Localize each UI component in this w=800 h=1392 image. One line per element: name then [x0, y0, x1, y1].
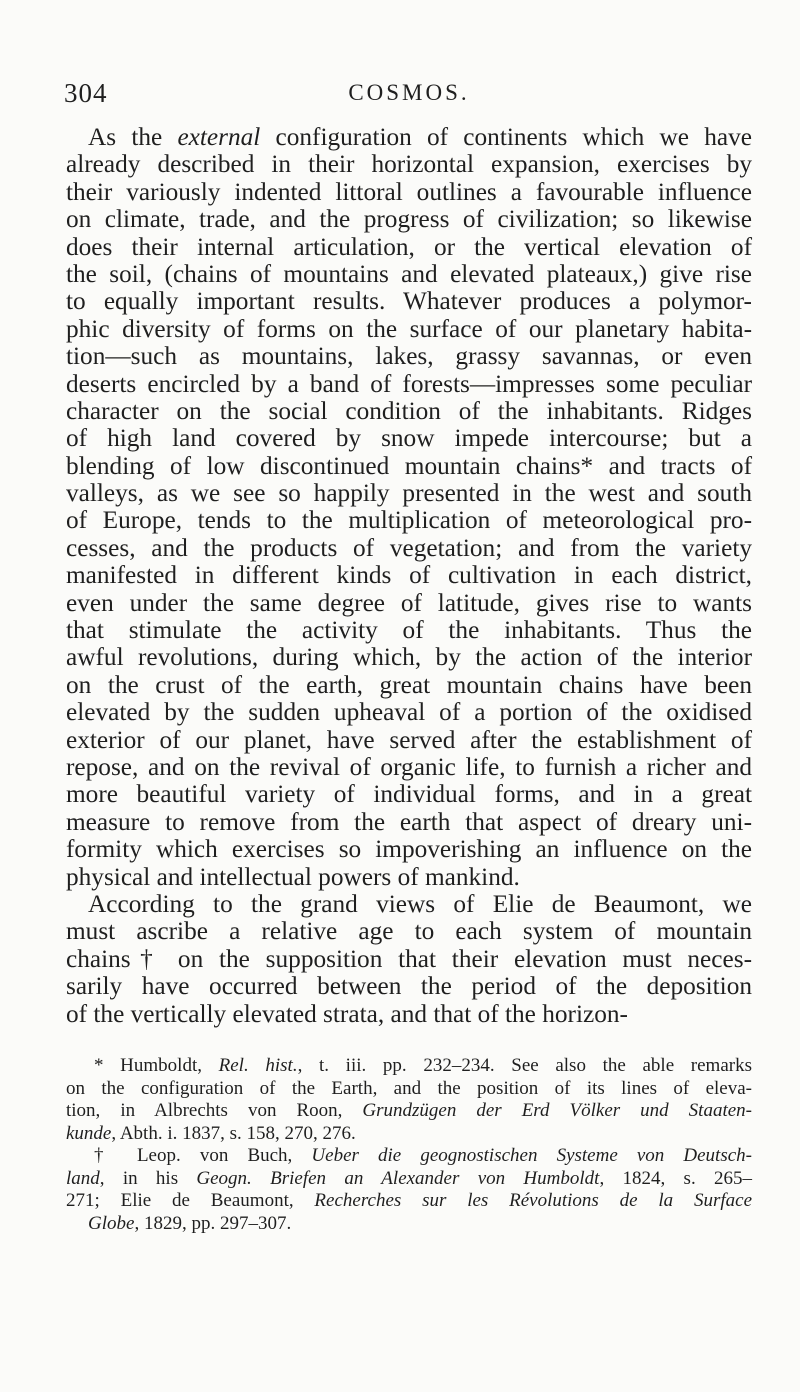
text-segment: more beautiful variety of individual forms, and in a great [66, 780, 752, 809]
text-segment: Geogn. Briefen an Alexander von Humboldt [196, 1167, 600, 1189]
text-segment: external [177, 123, 261, 151]
text-segment: even under the same degree of latitude, gives rise to wants [66, 588, 752, 617]
text-line [66, 425, 752, 452]
text-segment: , Abth. i. 1837, s. 158, 270, 276. [111, 1122, 356, 1144]
text-segment: of high land covered by snow impede intercourse; but a [66, 424, 752, 453]
text-line [66, 288, 752, 315]
text-line [66, 727, 752, 754]
text-segment: awful revolutions, during which, by the action of the interior [66, 643, 752, 672]
footnote-line [66, 1078, 752, 1101]
text-segment: physical and intellectual powers of mankind. [66, 862, 520, 891]
text-line [66, 206, 752, 233]
text-segment: phic diversity of forms on the surface of our planetary habita- [66, 314, 752, 343]
text-line [66, 124, 752, 151]
text-line [66, 644, 752, 671]
text-line [66, 617, 752, 644]
footnote-line [66, 1168, 752, 1191]
text-segment: that stimulate the activity of the inhabitants. Thus the [66, 616, 752, 645]
text-segment: of the vertically elevated strata, and that of the horizon- [66, 999, 628, 1028]
text-segment: valleys, as we see so happily presented in the west and south [66, 479, 752, 508]
text-segment: does their internal articulation, or the vertical elevation of [66, 232, 752, 261]
text-segment: their variously indented littoral outlines a favourable influence [66, 177, 752, 206]
text-line [66, 836, 752, 863]
footnote-line [66, 1100, 752, 1123]
text-line [66, 234, 752, 261]
text-line [66, 453, 752, 480]
text-segment: configuration of continents which we have [260, 123, 752, 151]
text-segment: , t. iii. pp. 232–234. See also the able remarks [297, 1055, 752, 1076]
text-segment: Ueber die geognostischen Systeme von Deutsch- [311, 1145, 752, 1166]
text-segment: exterior of our planet, have served after the establishment of [66, 725, 752, 754]
body-text [66, 124, 752, 1028]
footnotes [66, 1055, 752, 1235]
text-segment: formity which exercises so impoverishing an influence on the [66, 835, 752, 864]
text-line [66, 918, 752, 945]
text-segment: the soil, (chains of mountains and elevated plateaux,) give rise [66, 259, 752, 288]
text-line [66, 261, 752, 288]
footnote-line [66, 1123, 752, 1146]
text-line [66, 809, 752, 836]
text-line [66, 179, 752, 206]
text-segment: to equally important results. Whatever produces a polymor- [66, 287, 752, 316]
text-segment: According to the grand views of Elie de Beaumont, we [88, 889, 752, 918]
text-line [66, 754, 752, 781]
text-line [66, 343, 752, 370]
text-segment: * Humboldt, [94, 1055, 219, 1076]
text-segment: Recherches sur les Révolutions de la Surface [314, 1190, 753, 1211]
text-segment: elevated by the sudden upheaval of a portion of the oxidised [66, 698, 752, 727]
text-line [66, 507, 752, 534]
text-segment: , in his [99, 1167, 197, 1189]
text-line [66, 973, 752, 1000]
text-segment: tion—such as mountains, lakes, grassy savannas, or even [66, 342, 752, 371]
footnote-line [66, 1190, 752, 1213]
text-segment: on the crust of the earth, great mountain chains have been [66, 670, 752, 699]
text-segment: repose, and on the revival of organic life, to furnish a richer and [66, 752, 752, 781]
page-header [64, 78, 754, 114]
text-segment: character on the social condition of the inhabitants. Ridges [66, 396, 752, 425]
text-segment: 271; Elie de Beaumont, [66, 1190, 315, 1211]
text-line [66, 535, 752, 562]
text-line [66, 590, 752, 617]
text-segment: tion, in Albrechts von Roon, [66, 1100, 363, 1121]
text-segment: cesses, and the products of vegetation; and from the variety [66, 533, 752, 562]
text-line [66, 151, 752, 178]
text-segment: Rel. hist. [218, 1055, 298, 1076]
text-line [66, 316, 752, 343]
text-line [66, 946, 752, 973]
text-segment: As the [88, 123, 178, 151]
page-number: 304 [64, 78, 108, 108]
text-line [66, 1001, 752, 1028]
text-segment: chains† on the supposition that their elevation must neces- [66, 944, 752, 973]
text-segment: of Europe, tends to the multiplication of meteorological pro- [66, 506, 752, 535]
text-line [66, 699, 752, 726]
text-segment: Globe [88, 1212, 135, 1234]
text-segment: land [66, 1167, 100, 1189]
text-segment: , 1829, pp. 297–307. [134, 1212, 292, 1234]
text-line [66, 371, 752, 398]
running-head: COSMOS. [348, 80, 470, 105]
text-segment: kunde [66, 1122, 112, 1144]
text-line [66, 672, 752, 699]
footnote-line [66, 1145, 752, 1168]
text-line [66, 864, 752, 891]
text-segment: already described in their horizontal expansion, exercises by [66, 150, 752, 179]
footnote-line [66, 1055, 752, 1078]
text-segment: † Leop. von Buch, [94, 1145, 312, 1166]
text-line [66, 891, 752, 918]
text-line [66, 781, 752, 808]
text-segment: on climate, trade, and the progress of civilization; so likewise [66, 205, 752, 234]
text-line [66, 398, 752, 425]
text-segment: must ascribe a relative age to each system of mountain [66, 917, 752, 946]
text-segment: , 1824, s. 265– [599, 1167, 752, 1189]
text-line [66, 480, 752, 507]
text-segment: sarily have occurred between the period of the deposition [66, 972, 752, 1001]
text-segment: blending of low discontinued mountain chains* and tracts of [66, 451, 752, 480]
text-segment: deserts encircled by a band of forests—impresses some peculiar [66, 369, 752, 398]
footnote-line [66, 1213, 752, 1236]
text-segment: on the configuration of the Earth, and the position of its lines of eleva- [66, 1077, 752, 1099]
text-segment: manifested in different kinds of cultivation in each district, [66, 561, 752, 590]
text-segment: measure to remove from the earth that aspect of dreary uni- [66, 807, 752, 836]
text-segment: Grundzügen der Erd Völker und Staaten- [362, 1100, 753, 1121]
text-line [66, 562, 752, 589]
